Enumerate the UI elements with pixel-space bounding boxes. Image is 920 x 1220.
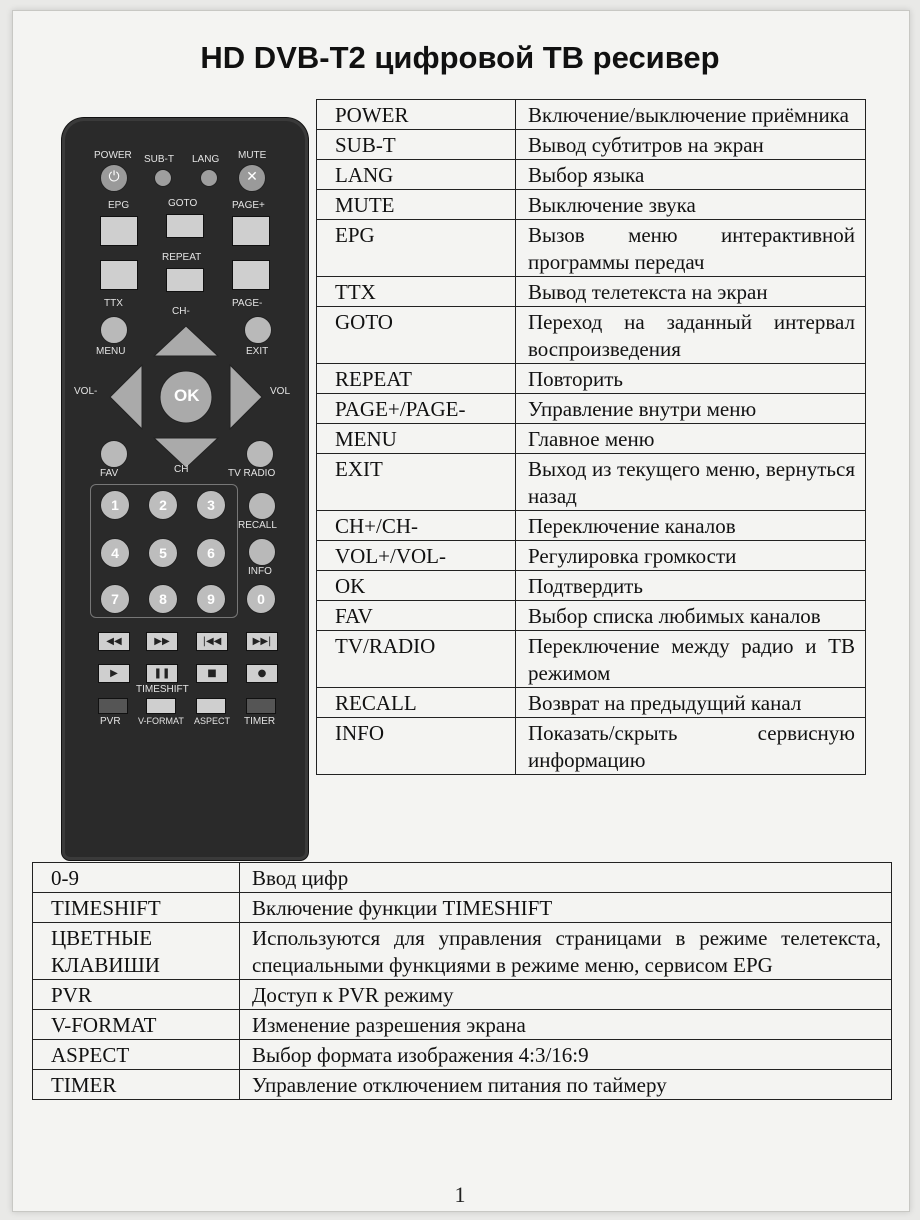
record-icon: ● <box>246 664 278 683</box>
page-number: 1 <box>454 1182 466 1207</box>
remote-label-ch-minus: CH- <box>172 306 190 317</box>
table-row <box>317 601 866 631</box>
fast-forward-icon: ▶▶ <box>146 632 178 651</box>
button-name-cell: MUTE <box>317 190 516 220</box>
vformat-button <box>146 698 176 714</box>
digit-4-button: 4 <box>100 538 130 568</box>
digit-3-button: 3 <box>196 490 226 520</box>
table-row <box>317 394 866 424</box>
remote-label-exit: EXIT <box>246 346 269 357</box>
remote-label-pvr: PVR <box>100 716 121 727</box>
remote-label-ch: CH <box>174 464 189 475</box>
table-row <box>317 364 866 394</box>
table-row <box>317 631 866 688</box>
button-name-cell: TIMER <box>33 1070 240 1100</box>
button-description-cell: Доступ к PVR режиму <box>240 980 892 1010</box>
button-name-cell: RECALL <box>317 688 516 718</box>
rewind-icon: ◀◀ <box>98 632 130 651</box>
button-description-cell: Включение/выключение приёмника <box>516 100 866 130</box>
table-row <box>317 511 866 541</box>
button-description-cell: Изменение разрешения экрана <box>240 1010 892 1040</box>
button-description-cell: Включение функции TIMESHIFT <box>240 893 892 923</box>
recall-button <box>248 492 276 520</box>
table-row <box>317 160 866 190</box>
button-name-cell: TV/RADIO <box>317 631 516 688</box>
remote-control-image <box>62 118 308 860</box>
remote-label-mute: MUTE <box>238 150 267 161</box>
button-description-cell: Подтвердить <box>516 571 866 601</box>
digit-8-button: 8 <box>148 584 178 614</box>
pvr-button <box>98 698 128 714</box>
remote-label-tvradio: TV RADIO <box>228 468 276 479</box>
remote-label-vol-left: VOL- <box>74 386 98 397</box>
remote-label-goto: GOTO <box>168 198 198 209</box>
button-description-cell: Регулировка громкости <box>516 541 866 571</box>
goto-button <box>166 214 204 238</box>
epg-button <box>100 216 138 246</box>
digit-6-button: 6 <box>196 538 226 568</box>
fav-button <box>100 440 128 468</box>
remote-label-repeat: REPEAT <box>162 252 202 263</box>
button-description-cell: Выбор списка любимых каналов <box>516 601 866 631</box>
table-row <box>33 1070 892 1100</box>
button-name-cell: OK <box>317 571 516 601</box>
lang-button <box>200 169 218 187</box>
remote-label-aspect: ASPECT <box>194 716 231 726</box>
button-description-cell: Возврат на предыдущий канал <box>516 688 866 718</box>
table-row <box>317 688 866 718</box>
table-row <box>317 130 866 160</box>
remote-label-timer: TIMER <box>244 716 276 727</box>
remote-label-recall: RECALL <box>238 520 277 531</box>
button-description-cell: Переход на заданный интервал воспроизведения <box>516 307 866 364</box>
button-description-cell: Выбор языка <box>516 160 866 190</box>
button-description-table-2 <box>32 862 892 1100</box>
aspect-button <box>196 698 226 714</box>
arrow-up-icon <box>154 326 218 356</box>
color-button-left <box>100 260 138 290</box>
table-row <box>317 718 866 775</box>
table-row <box>317 220 866 277</box>
repeat-button <box>166 268 204 292</box>
table-row <box>33 1040 892 1070</box>
digit-9-button: 9 <box>196 584 226 614</box>
button-description-cell: Выход из текущего меню, вернуться назад <box>516 454 866 511</box>
button-description-cell: Повторить <box>516 364 866 394</box>
button-description-cell: Выключение звука <box>516 190 866 220</box>
remote-label-page-plus: PAGE+ <box>232 200 265 211</box>
button-description-cell: Главное меню <box>516 424 866 454</box>
button-description-cell: Вывод субтитров на экран <box>516 130 866 160</box>
page-plus-button <box>232 216 270 246</box>
button-description-cell: Выбор формата изображения 4:3/16:9 <box>240 1040 892 1070</box>
button-description-cell: Используются для управления страницами в режиме телетекста, специальными функциями в режиме меню, сервисом EPG <box>240 923 892 980</box>
remote-label-page-minus: PAGE- <box>232 298 263 309</box>
play-icon: ▶ <box>98 664 130 683</box>
button-name-cell: TTX <box>317 277 516 307</box>
button-name-cell: SUB-T <box>317 130 516 160</box>
button-name-cell: GOTO <box>317 307 516 364</box>
remote-label-ok: OK <box>174 386 200 405</box>
button-name-cell: REPEAT <box>317 364 516 394</box>
table-row <box>317 454 866 511</box>
remote-label-fav: FAV <box>100 468 119 479</box>
button-name-cell: EXIT <box>317 454 516 511</box>
button-name-cell: ЦВЕТНЫЕ КЛАВИШИ <box>33 923 240 980</box>
button-name-cell: EPG <box>317 220 516 277</box>
remote-label-info: INFO <box>248 566 272 577</box>
remote-label-vol-right: VOL <box>270 386 291 397</box>
button-name-cell: 0-9 <box>33 863 240 893</box>
digit-7-button: 7 <box>100 584 130 614</box>
subt-button <box>154 169 172 187</box>
button-name-cell: V-FORMAT <box>33 1010 240 1040</box>
button-name-cell: FAV <box>317 601 516 631</box>
button-name-cell: CH+/CH- <box>317 511 516 541</box>
pause-icon: ❚❚ <box>146 664 178 683</box>
table-row <box>33 893 892 923</box>
button-description-cell: Управление отключением питания по таймеру <box>240 1070 892 1100</box>
button-description-cell: Управление внутри меню <box>516 394 866 424</box>
digit-1-button: 1 <box>100 490 130 520</box>
remote-label-ttx: TTX <box>104 298 123 309</box>
button-name-cell: INFO <box>317 718 516 775</box>
button-name-cell: PAGE+/PAGE- <box>317 394 516 424</box>
digit-2-button: 2 <box>148 490 178 520</box>
button-name-cell: LANG <box>317 160 516 190</box>
next-icon: ▶▶| <box>246 632 278 651</box>
arrow-left-icon <box>110 365 142 429</box>
table-row <box>33 923 892 980</box>
button-name-cell: ASPECT <box>33 1040 240 1070</box>
color-button-right <box>232 260 270 290</box>
table-row <box>317 307 866 364</box>
button-description-cell: Ввод цифр <box>240 863 892 893</box>
remote-label-lang: LANG <box>192 154 220 165</box>
remote-label-menu: MENU <box>96 346 126 357</box>
button-description-cell: Вывод телетекста на экран <box>516 277 866 307</box>
digit-5-button: 5 <box>148 538 178 568</box>
remote-label-subt: SUB-T <box>144 154 174 165</box>
remote-label-timeshift: TIMESHIFT <box>136 684 189 695</box>
previous-icon: |◀◀ <box>196 632 228 651</box>
button-name-cell: POWER <box>317 100 516 130</box>
stop-icon: ■ <box>196 664 228 683</box>
timer-button <box>246 698 276 714</box>
table-row <box>317 277 866 307</box>
button-name-cell: VOL+/VOL- <box>317 541 516 571</box>
digit-0-button: 0 <box>246 584 276 614</box>
table-row <box>317 571 866 601</box>
info-button <box>248 538 276 566</box>
button-description-cell: Переключение каналов <box>516 511 866 541</box>
button-description-cell: Переключение между радио и ТВ режимом <box>516 631 866 688</box>
table-row <box>317 424 866 454</box>
power-icon: ⏻ <box>100 164 128 192</box>
table-row <box>317 541 866 571</box>
button-description-table-1 <box>316 99 866 775</box>
button-name-cell: MENU <box>317 424 516 454</box>
arrow-right-icon <box>230 365 262 429</box>
table-row <box>317 190 866 220</box>
table-row <box>33 980 892 1010</box>
page-title: HD DVB-T2 цифровой ТВ ресивер <box>200 40 720 75</box>
tvradio-button <box>246 440 274 468</box>
remote-label-epg: EPG <box>108 200 130 211</box>
table-row <box>33 863 892 893</box>
mute-icon: ✕ <box>238 164 266 192</box>
button-description-cell: Вызов меню интерактивной программы передач <box>516 220 866 277</box>
remote-label-power: POWER <box>94 150 132 161</box>
button-name-cell: PVR <box>33 980 240 1010</box>
button-name-cell: TIMESHIFT <box>33 893 240 923</box>
table-row <box>317 100 866 130</box>
remote-label-vformat: V-FORMAT <box>138 716 184 726</box>
table-row <box>33 1010 892 1040</box>
button-description-cell: Показать/скрыть сервисную информацию <box>516 718 866 775</box>
